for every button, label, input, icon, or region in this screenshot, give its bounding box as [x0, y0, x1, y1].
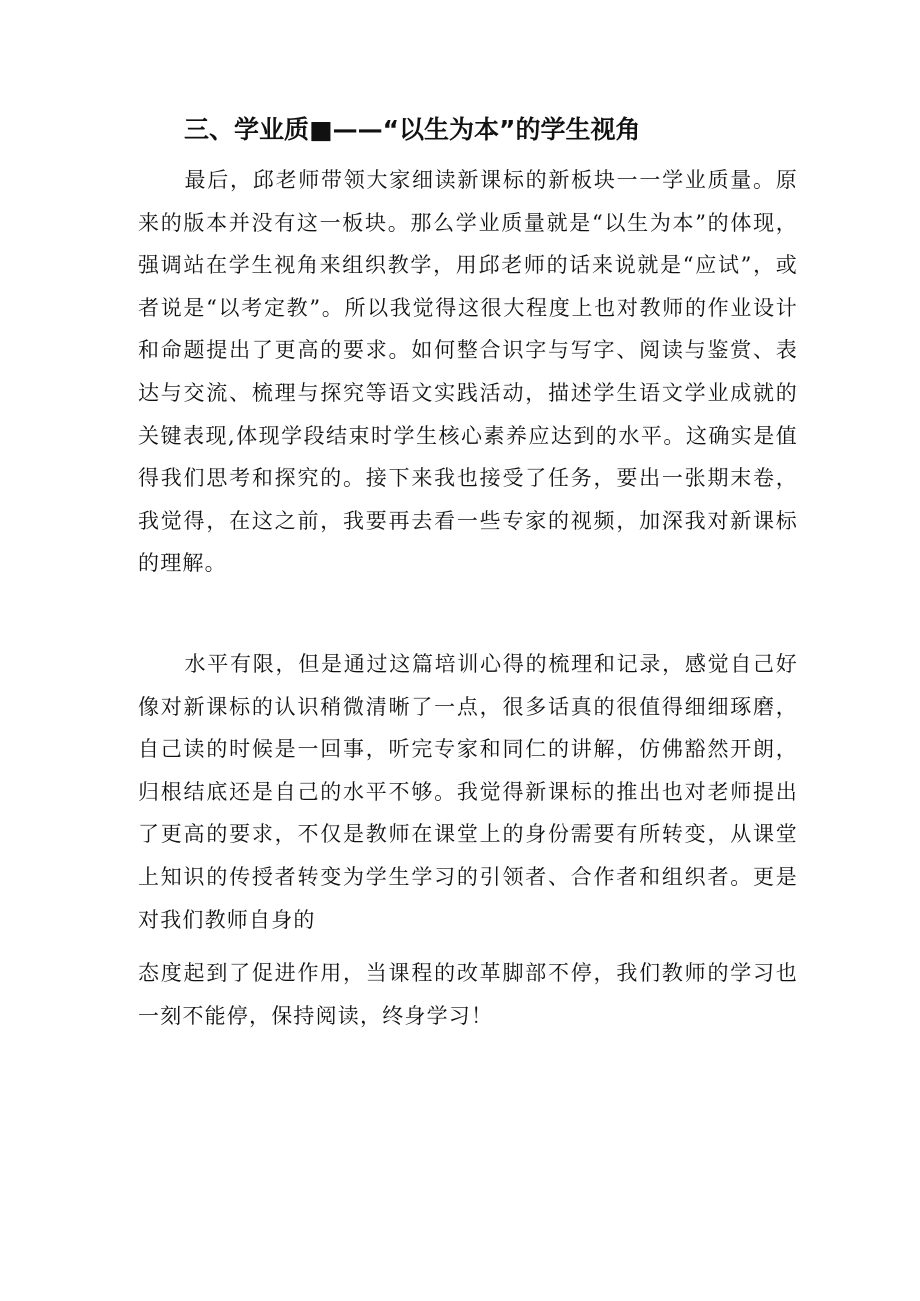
paragraph-conclusion: [138, 952, 798, 1037]
paragraph-reflection: [138, 643, 798, 941]
paragraph-text: 水平有限，但是通过这篇培训心得的梳理和记录，感觉自己好像对新课标的认识稍微清晰了一点，很多话真的很值得细细琢磨，自己读的时候是一回事，听完专家和同仁的讲解，仿佛豁然开朗，归根结底还是自己的水平不够。我觉得新课标的推出也对老师提出了更高的要求，不仅是教师在课堂上的身份需要有所转变，从课堂上知识的传授者转变为学生学习的引领者、合作者和组织者。更是对我们教师自身的: [138, 652, 798, 932]
paragraph-text: 最后，邱老师带领大家细读新课标的新板块一一学业质量。原来的版本并没有这一板块。那么学业质量就是“以生为本”的体现，强调站在学生视角来组织教学，用邱老师的话来说就是“应试”，或者说是“以考定教”。所以我觉得这很大程度上也对教师的作业设计和命题提出了更高的要求。如何整合识字与写字、阅读与鉴赏、表达与交流、梳理与探究等语文实践活动，描述学生语文学业成就的关键表现,体现学段结束时学生核心素养应达到的水平。这确实是值得我们思考和探究的。接下来我也接受了任务，要出一张期末卷，我觉得，在这之前，我要再去看一些专家的视频，加深我对新课标的理解。: [138, 168, 798, 576]
paragraph-academic-quality: [138, 159, 798, 585]
section-heading: 三、学业质■——“以生为本”的学生视角: [184, 115, 641, 144]
paragraph-text: 态度起到了促进作用，当课程的改革脚部不停，我们教师的学习也一刻不能停，保持阅读，终身学习！: [138, 961, 798, 1028]
